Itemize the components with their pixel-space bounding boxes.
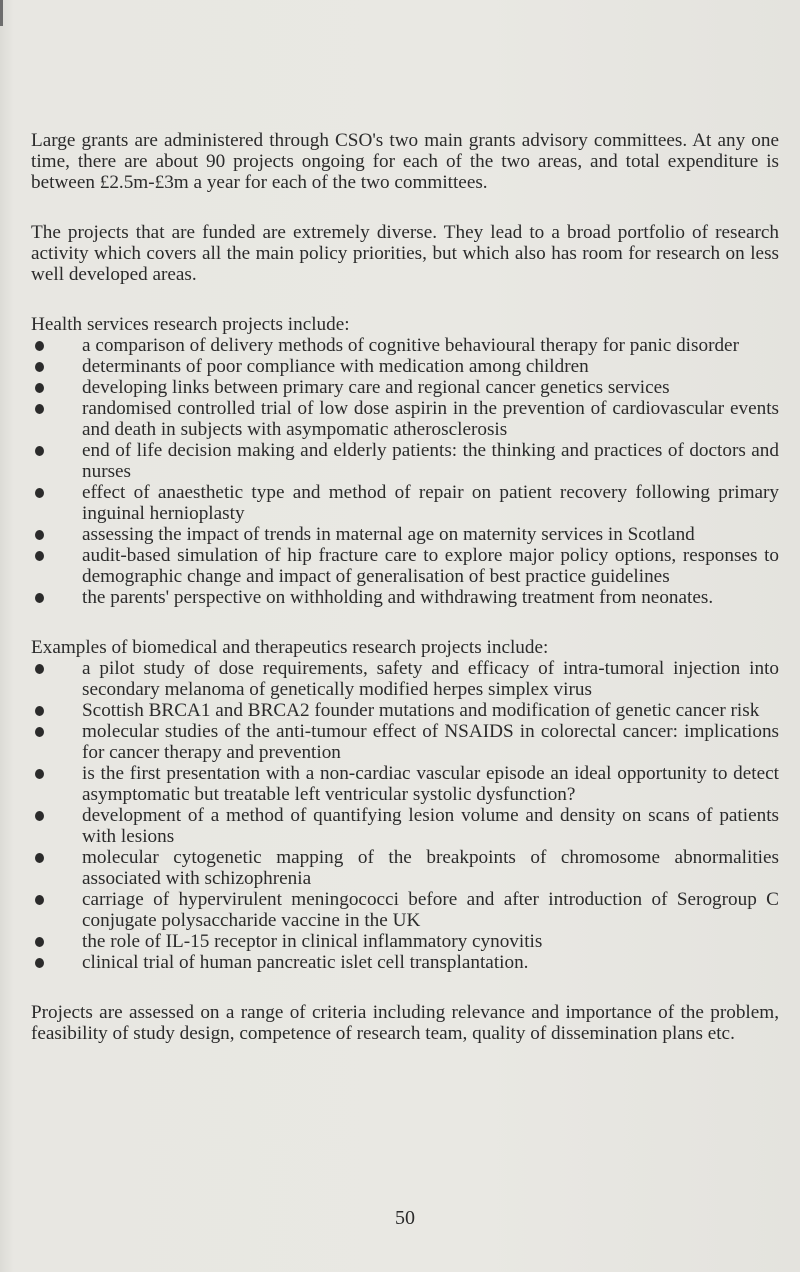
- health-services-heading: Health services research projects include:: [31, 314, 350, 335]
- list-item: development of a method of quantifying lesion volume and density on scans of patients with lesions: [31, 805, 779, 847]
- list-item: clinical trial of human pancreatic islet cell transplantation.: [31, 952, 779, 973]
- health-projects-list: [31, 335, 779, 608]
- list-item: determinants of poor compliance with medication among children: [31, 356, 779, 377]
- list-item: assessing the impact of trends in maternal age on maternity services in Scotland: [31, 524, 779, 545]
- list-item: Scottish BRCA1 and BRCA2 founder mutations and modification of genetic cancer risk: [31, 700, 779, 721]
- page-number: 50: [395, 1207, 415, 1229]
- list-item: a pilot study of dose requirements, safety and efficacy of intra-tumoral injection into secondary melanoma of genetically modified herpes simplex virus: [31, 658, 779, 700]
- intro-paragraph: Large grants are administered through CSO's two main grants advisory committees. At any one time, there are about 90 projects ongoing for each of the two areas, and total expenditure is between £2.5m-£3m a year for each of the two committees.: [31, 130, 779, 193]
- list-item: end of life decision making and elderly patients: the thinking and practices of doctors and nurses: [31, 440, 779, 482]
- list-item: the role of IL-15 receptor in clinical inflammatory cynovitis: [31, 931, 779, 952]
- list-item: a comparison of delivery methods of cognitive behavioural therapy for panic disorder: [31, 335, 779, 356]
- list-item: molecular cytogenetic mapping of the breakpoints of chromosome abnormalities associated with schizophrenia: [31, 847, 779, 889]
- list-item: carriage of hypervirulent meningococci before and after introduction of Serogroup C conjugate polysaccharide vaccine in the UK: [31, 889, 779, 931]
- list-item: molecular studies of the anti-tumour effect of NSAIDS in colorectal cancer: implications for cancer therapy and prevention: [31, 721, 779, 763]
- list-item: randomised controlled trial of low dose aspirin in the prevention of cardiovascular events and death in subjects with asympomatic atherosclerosis: [31, 398, 779, 440]
- list-item: audit-based simulation of hip fracture care to explore major policy options, responses to demographic change and impact of generalisation of best practice guidelines: [31, 545, 779, 587]
- biomedical-projects-list: [31, 658, 779, 973]
- biomedical-heading: Examples of biomedical and therapeutics research projects include:: [31, 637, 549, 658]
- list-item: effect of anaesthetic type and method of repair on patient recovery following primary inguinal hernioplasty: [31, 482, 779, 524]
- list-item: the parents' perspective on withholding and withdrawing treatment from neonates.: [31, 587, 779, 608]
- assessment-paragraph: Projects are assessed on a range of criteria including relevance and importance of the problem, feasibility of study design, competence of research team, quality of dissemination plans etc.: [31, 1002, 779, 1044]
- scan-edge-mark: [0, 0, 3, 26]
- diversity-paragraph: The projects that are funded are extremely diverse. They lead to a broad portfolio of research activity which covers all the main policy priorities, but which also has room for research on less well developed areas.: [31, 222, 779, 285]
- list-item: is the first presentation with a non-cardiac vascular episode an ideal opportunity to detect asymptomatic but treatable left ventricular systolic dysfunction?: [31, 763, 779, 805]
- page-content: [31, 130, 779, 1044]
- list-item: developing links between primary care and regional cancer genetics services: [31, 377, 779, 398]
